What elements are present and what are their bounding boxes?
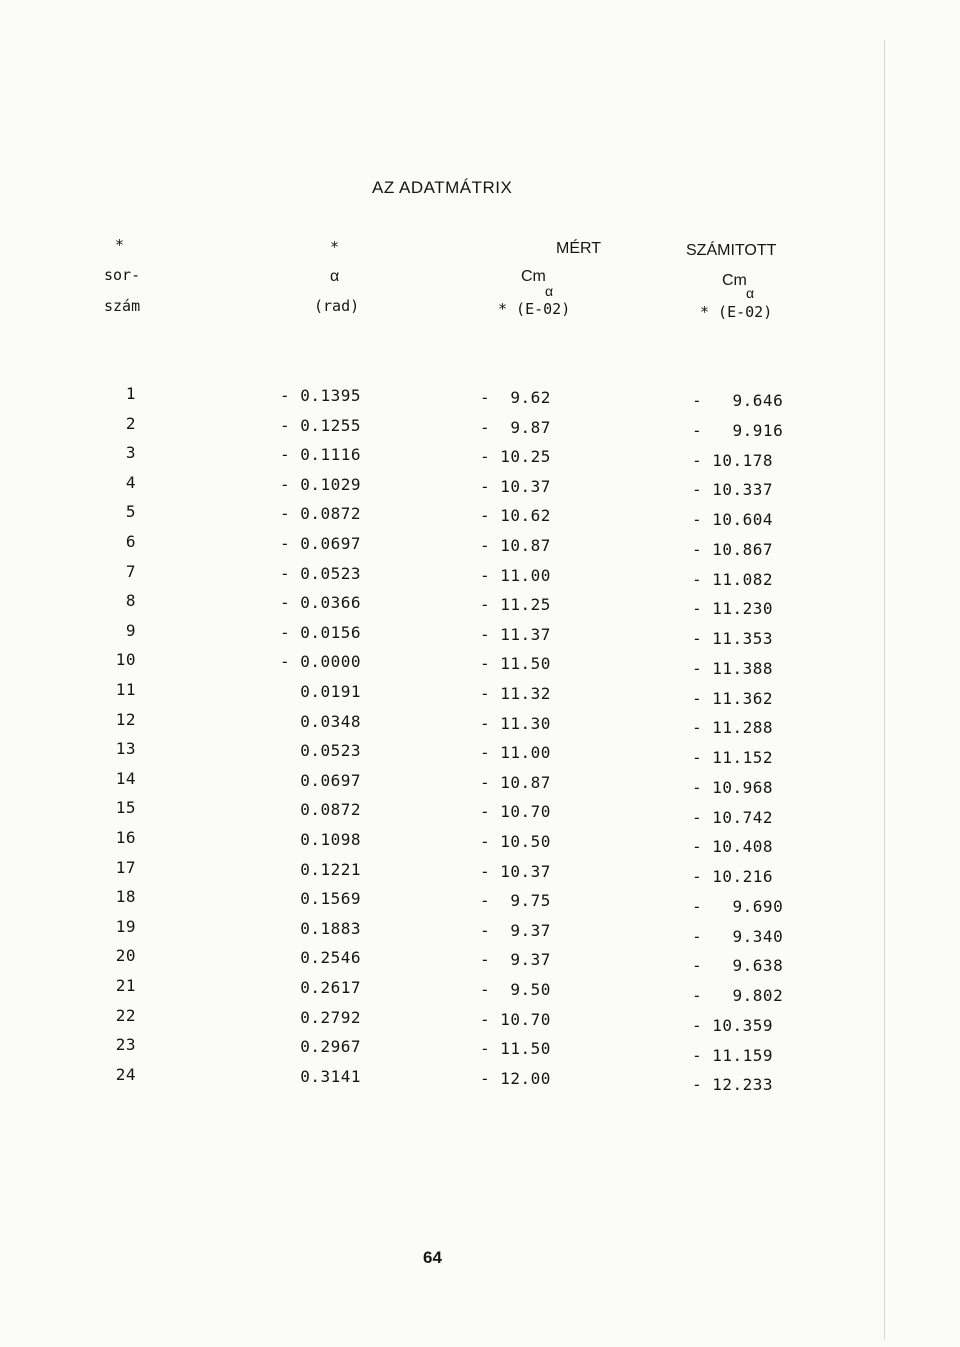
- row-szamitott: - 11.082: [692, 569, 774, 589]
- row-szamitott: - 11.362: [692, 688, 774, 708]
- col3-subscript: α: [545, 283, 554, 299]
- row-index: 8: [125, 591, 136, 611]
- row-szamitott: - 10.408: [692, 837, 774, 857]
- row-alpha: - 0.1255: [280, 415, 362, 435]
- row-mert: - 10.70: [480, 1009, 551, 1029]
- col4-unit: * (E-02): [700, 303, 773, 321]
- row-index: 17: [115, 857, 136, 877]
- row-szamitott: - 11.159: [692, 1045, 774, 1065]
- row-mert: - 11.50: [480, 1039, 551, 1059]
- row-mert: - 10.87: [480, 536, 551, 555]
- col1-star: *: [115, 236, 125, 254]
- row-szamitott: - 10.178: [692, 450, 774, 470]
- row-alpha: 0.3141: [280, 1066, 362, 1086]
- row-alpha: 0.2967: [280, 1037, 362, 1057]
- col1-line2: szám: [104, 297, 141, 315]
- row-index: 3: [125, 443, 136, 463]
- row-index: 9: [125, 620, 136, 640]
- row-szamitott: - 10.867: [692, 539, 774, 559]
- row-alpha: 0.0523: [280, 741, 362, 761]
- scan-edge-line: [884, 40, 885, 1340]
- row-alpha: 0.1569: [280, 889, 362, 909]
- row-szamitott: - 9.690: [692, 896, 784, 916]
- row-mert: - 9.62: [480, 388, 551, 407]
- row-alpha: 0.1098: [280, 830, 362, 849]
- row-index: 12: [115, 709, 136, 729]
- row-mert: - 9.37: [480, 920, 551, 940]
- row-mert: - 10.70: [480, 802, 551, 822]
- col3-symbol: Cm: [521, 268, 546, 285]
- row-index: 1: [125, 384, 136, 403]
- row-mert: - 11.00: [480, 565, 551, 585]
- col3-unit: * (E-02): [498, 300, 571, 318]
- row-szamitott: - 10.968: [692, 777, 774, 797]
- row-alpha: - 0.0523: [280, 563, 362, 583]
- row-mert: - 11.32: [480, 684, 551, 703]
- row-alpha: - 0.0156: [280, 622, 362, 642]
- col4-label: SZÁMITOTT: [686, 242, 777, 259]
- row-szamitott: - 10.359: [692, 1015, 774, 1035]
- row-index: 23: [115, 1035, 136, 1055]
- col2-unit: (rad): [314, 297, 360, 315]
- row-index: 24: [115, 1064, 136, 1084]
- row-mert: - 11.50: [480, 654, 551, 674]
- row-index: 16: [115, 828, 136, 847]
- row-mert: - 9.87: [480, 417, 551, 437]
- col3-label: MÉRT: [556, 240, 602, 257]
- row-szamitott: - 10.742: [692, 807, 774, 827]
- row-alpha: 0.2546: [280, 948, 362, 968]
- row-mert: - 11.37: [480, 624, 551, 644]
- row-szamitott: - 9.646: [692, 391, 784, 410]
- row-szamitott: - 11.288: [692, 718, 774, 738]
- col2-symbol: α: [330, 268, 340, 285]
- row-index: 20: [115, 946, 136, 966]
- row-index: 10: [115, 650, 136, 670]
- row-alpha: 0.1221: [280, 859, 362, 879]
- row-alpha: 0.2617: [280, 978, 362, 997]
- row-alpha: 0.0697: [280, 770, 362, 790]
- row-index: 5: [125, 502, 136, 522]
- col2-star: *: [330, 238, 340, 256]
- row-index: 18: [115, 887, 136, 907]
- row-alpha: 0.0191: [280, 682, 362, 701]
- row-mert: - 10.50: [480, 832, 551, 851]
- row-mert: - 10.25: [480, 447, 551, 467]
- row-szamitott: - 12.233: [692, 1075, 774, 1095]
- row-mert: - 9.75: [480, 891, 551, 911]
- row-szamitott: - 10.604: [692, 510, 774, 529]
- row-alpha: - 0.0366: [280, 593, 362, 613]
- row-index: 14: [115, 768, 136, 788]
- col1-line1: sor-: [104, 266, 141, 284]
- row-index: 6: [125, 532, 136, 551]
- row-alpha: - 0.1116: [280, 445, 362, 465]
- row-index: 11: [115, 680, 136, 699]
- row-mert: - 10.87: [480, 772, 551, 792]
- row-szamitott: - 9.802: [692, 986, 784, 1005]
- page-number: 64: [423, 1248, 442, 1267]
- row-mert: - 10.37: [480, 861, 551, 881]
- row-szamitott: - 9.638: [692, 956, 784, 976]
- row-szamitott: - 9.340: [692, 926, 784, 946]
- row-alpha: 0.0348: [280, 711, 362, 731]
- row-szamitott: - 11.152: [692, 748, 774, 767]
- row-alpha: 0.2792: [280, 1007, 362, 1027]
- row-alpha: - 0.0872: [280, 504, 362, 524]
- row-alpha: 0.0872: [280, 800, 362, 820]
- row-szamitott: - 10.337: [692, 480, 774, 500]
- row-mert: - 11.00: [480, 743, 551, 763]
- row-alpha: - 0.1395: [280, 386, 362, 405]
- row-index: 22: [115, 1005, 136, 1025]
- row-index: 19: [115, 916, 136, 936]
- row-szamitott: - 11.388: [692, 658, 774, 678]
- col4-subscript: α: [746, 285, 755, 301]
- row-szamitott: - 11.353: [692, 629, 774, 648]
- document-title: AZ ADATMÁTRIX: [372, 178, 513, 197]
- col4-symbol: Cm: [722, 272, 747, 289]
- row-mert: - 9.37: [480, 950, 551, 970]
- row-mert: - 11.25: [480, 595, 551, 615]
- row-index: 4: [125, 472, 136, 492]
- row-alpha: 0.1883: [280, 918, 362, 938]
- row-index: 13: [115, 739, 136, 759]
- row-szamitott: - 11.230: [692, 599, 774, 619]
- row-index: 15: [115, 798, 136, 818]
- row-mert: - 10.62: [480, 506, 551, 526]
- row-szamitott: - 10.216: [692, 867, 774, 886]
- row-index: 2: [125, 413, 136, 433]
- row-szamitott: - 9.916: [692, 420, 784, 440]
- row-index: 21: [115, 976, 136, 995]
- row-index: 7: [125, 561, 136, 581]
- row-mert: - 10.37: [480, 476, 551, 496]
- row-mert: - 11.30: [480, 713, 551, 733]
- row-alpha: - 0.0000: [280, 652, 362, 672]
- row-mert: - 12.00: [480, 1068, 551, 1088]
- row-mert: - 9.50: [480, 980, 551, 999]
- row-alpha: - 0.0697: [280, 534, 362, 553]
- row-alpha: - 0.1029: [280, 474, 362, 494]
